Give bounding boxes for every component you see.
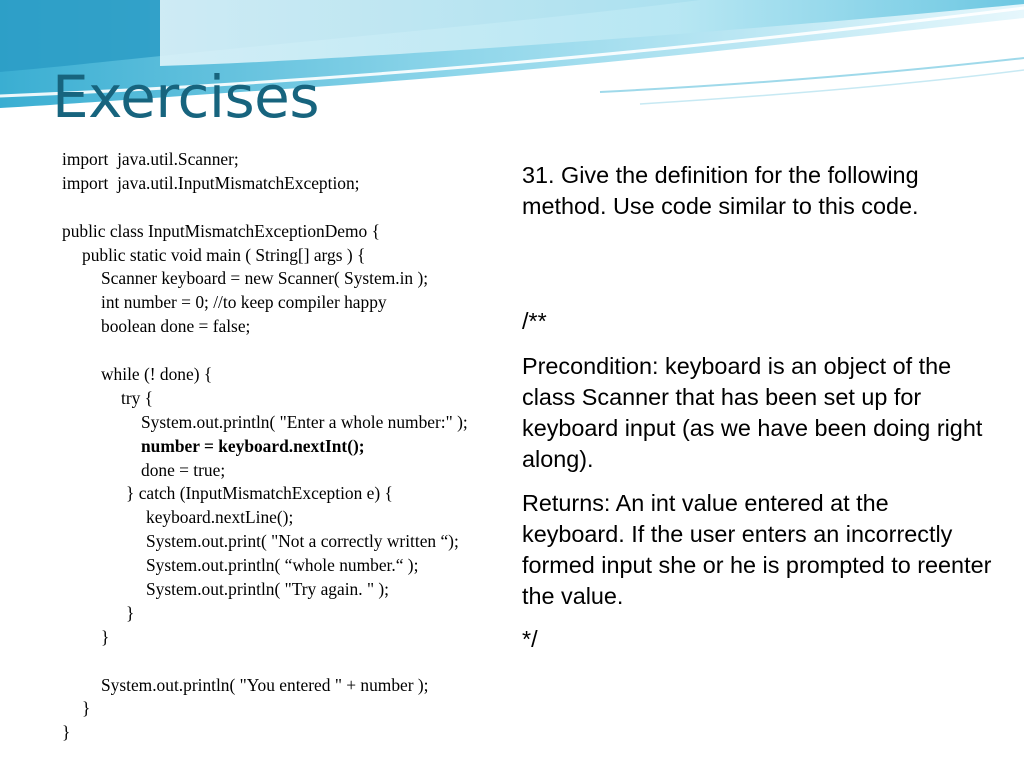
code-line: } <box>82 698 91 719</box>
code-line: while (! done) { <box>101 364 213 385</box>
returns-text: Returns: An int value entered at the keyboard. If the user enters an incorrectly formed input she or he is prompted to reenter the value. <box>522 490 992 609</box>
code-line <box>62 650 532 674</box>
code-line: keyboard.nextLine(); <box>146 507 294 528</box>
code-line: public class InputMismatchExceptionDemo { <box>62 220 380 241</box>
code-line: } catch (InputMismatchException e) { <box>126 483 393 504</box>
code-line: } <box>126 602 135 623</box>
code-line <box>62 196 532 220</box>
code-line: System.out.println( "Enter a whole number:" ); <box>141 411 468 432</box>
java-code-listing <box>62 148 532 745</box>
precondition-text: Precondition: keyboard is an object of the class Scanner that has been set up for keyboard input (as we have been doing right along). <box>522 353 983 472</box>
slide-title: Exercises <box>52 63 320 131</box>
code-line: } <box>62 722 71 743</box>
code-line: System.out.println( "Try again. " ); <box>146 579 390 600</box>
code-line: try { <box>121 387 154 408</box>
code-line: done = true; <box>141 459 226 480</box>
exercise-question: 31. Give the definition for the following method. Use code similar to this code. <box>522 162 919 219</box>
code-line: Scanner keyboard = new Scanner( System.in ); <box>101 268 429 289</box>
code-line: System.out.println( “whole number.“ ); <box>146 555 419 576</box>
doc-comment-close: */ <box>522 626 538 652</box>
code-line: import java.util.Scanner; <box>62 149 239 169</box>
code-line: } <box>101 626 110 647</box>
code-line: System.out.print( "Not a correctly written “); <box>146 531 459 552</box>
doc-comment-open: /** <box>522 308 547 334</box>
exercise-panel <box>522 160 992 655</box>
code-line: number = keyboard.nextInt(); <box>141 435 365 456</box>
code-line: public static void main ( String[] args ) { <box>82 244 366 265</box>
code-line: import java.util.InputMismatchException; <box>62 172 360 193</box>
code-line: boolean done = false; <box>101 316 251 337</box>
code-line: System.out.println( "You entered " + number ); <box>101 674 429 695</box>
code-line <box>62 339 532 363</box>
code-line: int number = 0; //to keep compiler happy <box>101 292 387 313</box>
